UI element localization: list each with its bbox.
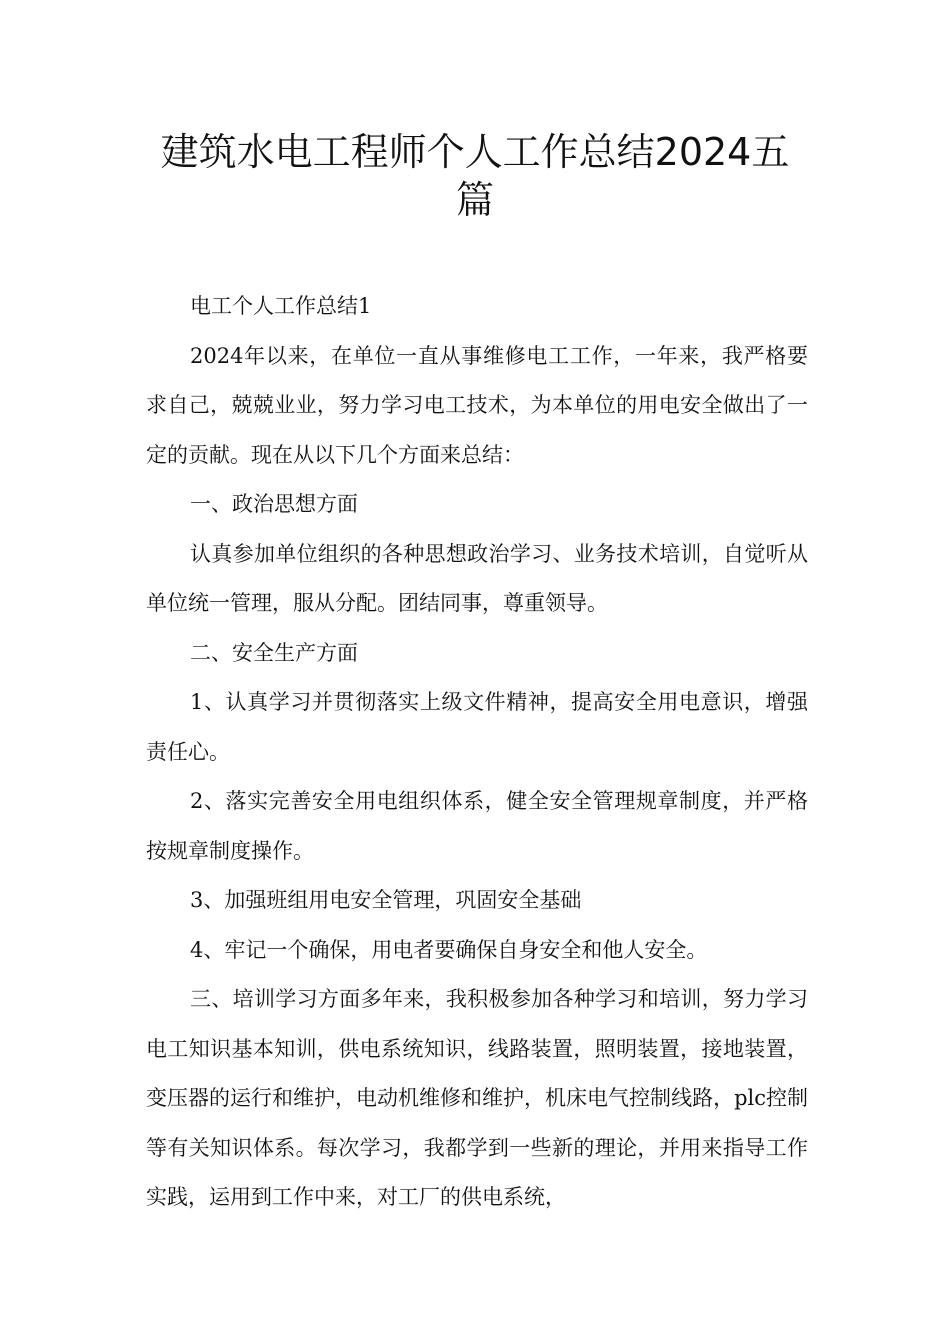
title-line-2: 篇 [455,178,494,222]
paragraph: 2024年以来，在单位一直从事维修电工工作，一年来，我严格要求自己，兢兢业业，努力学习电工技术，为本单位的用电安全做出了一定的贡献。现在从以下几个方面来总结： [146,343,808,467]
section-heading: 二、安全生产方面 [190,640,358,665]
list-item: 3、加强班组用电安全管理，巩固安全基础 [190,888,582,912]
section-heading: 一、政治思想方面 [190,492,358,516]
list-item: 1、认真学习并贯彻落实上级文件精神，提高安全用电意识，增强责任心。 [146,690,808,764]
list-item: 4、牢记一个确保，用电者要确保自身安全和他人安全。 [190,937,708,962]
section-heading: 电工个人工作总结1 [190,294,372,318]
paragraph: 三、培训学习方面多年来，我积极参加各种学习和培训，努力学习电工知识基本知训，供电系统知识，线路装置，照明装置，接地装置，变压器的运行和维护，电动机维修和维护，机床电气控制线路，plc控制等有关知识体系。每次学习，我都学到一些新的理论，并用来指导工作实践，运用到工作中来，对工厂的供电系统， [146,987,808,1209]
title-line-1: 建筑水电工程师个人工作总结2024五 [160,130,790,174]
document-title [120,128,830,224]
list-item: 2、落实完善安全用电组织体系，健全安全管理规章制度，并严格按规章制度操作。 [146,789,808,863]
document-body [146,282,808,1223]
paragraph: 认真参加单位组织的各种思想政治学习、业务技术培训，自觉听从单位统一管理，服从分配。团结同事，尊重领导。 [146,541,808,615]
